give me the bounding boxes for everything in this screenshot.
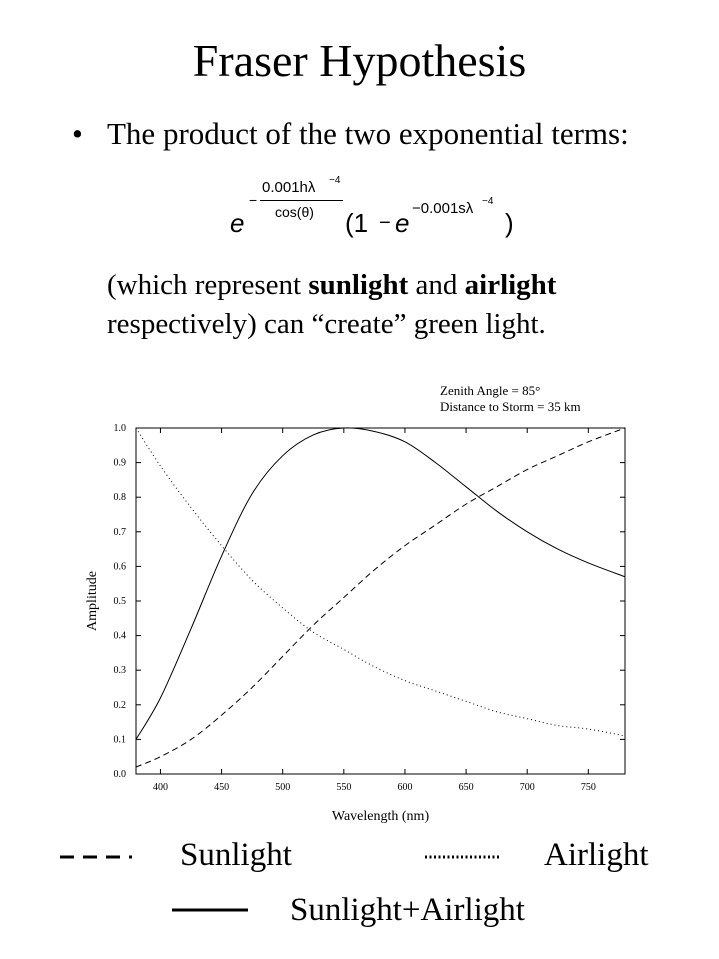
y-tick-label: 0.9	[113, 457, 126, 469]
legend-label-sum: Sunlight+Airlight	[290, 892, 525, 928]
x-tick-label: 750	[580, 782, 596, 793]
x-tick-label: 400	[152, 782, 168, 793]
y-tick-label: 0.5	[113, 596, 126, 607]
para-part-2: and	[408, 269, 465, 301]
series-line-airlight	[136, 428, 625, 736]
legend-label-airlight: Airlight	[544, 837, 649, 873]
annotation-distance: Distance to Storm = 35 km	[440, 399, 581, 414]
legend-label-sunlight: Sunlight	[180, 837, 292, 873]
y-tick-label: 0.7	[113, 526, 126, 538]
para-part-3: respectively) can “create” green light.	[107, 308, 546, 340]
y-tick-label: 0.2	[113, 699, 126, 711]
formula-minus: −	[379, 212, 391, 234]
formula-neg-sign: −	[249, 192, 258, 208]
formula-close: )	[505, 208, 514, 238]
y-axis-label: Amplitude	[85, 571, 100, 631]
x-tick-label: 450	[214, 782, 230, 793]
x-axis-label: Wavelength (nm)	[331, 809, 430, 824]
para-bold-sunlight: sunlight	[308, 269, 409, 301]
formula-exponent-2: −0.001sλ	[412, 200, 474, 217]
y-tick-label: 0.3	[113, 665, 126, 677]
y-tick-label: 0.1	[113, 734, 126, 746]
formula-exponent-2-exp: −4	[482, 196, 494, 207]
formula-open: (1	[345, 208, 369, 238]
formula-denominator: cos(θ)	[275, 204, 314, 220]
x-tick-label: 550	[336, 782, 352, 793]
formula-numerator: 0.001hλ	[262, 179, 316, 196]
plot-frame	[136, 428, 625, 774]
annotation-zenith: Zenith Angle = 85°	[440, 383, 541, 398]
series-line-sunlight-airlight	[136, 428, 625, 740]
para-bold-airlight: airlight	[464, 269, 557, 301]
series-line-sunlight	[136, 428, 625, 767]
y-tick-label: 1.0	[113, 423, 126, 434]
x-tick-label: 600	[397, 782, 413, 793]
formula-base-2: e	[395, 208, 410, 238]
bullet-marker: •	[72, 116, 83, 151]
x-tick-label: 700	[519, 782, 535, 793]
formula-numerator-exp: −4	[329, 175, 341, 186]
y-tick-label: 0.0	[113, 769, 126, 780]
y-tick-label: 0.4	[113, 630, 126, 642]
y-tick-label: 0.8	[113, 492, 126, 504]
bullet-text: The product of the two exponential terms:	[107, 116, 629, 151]
x-tick-label: 500	[275, 782, 291, 793]
slide-title: Fraser Hypothesis	[192, 35, 527, 86]
x-tick-label: 650	[458, 782, 474, 793]
para-part-1: (which represent	[107, 269, 309, 301]
y-tick-label: 0.6	[113, 561, 126, 573]
formula-base: e	[230, 208, 245, 238]
